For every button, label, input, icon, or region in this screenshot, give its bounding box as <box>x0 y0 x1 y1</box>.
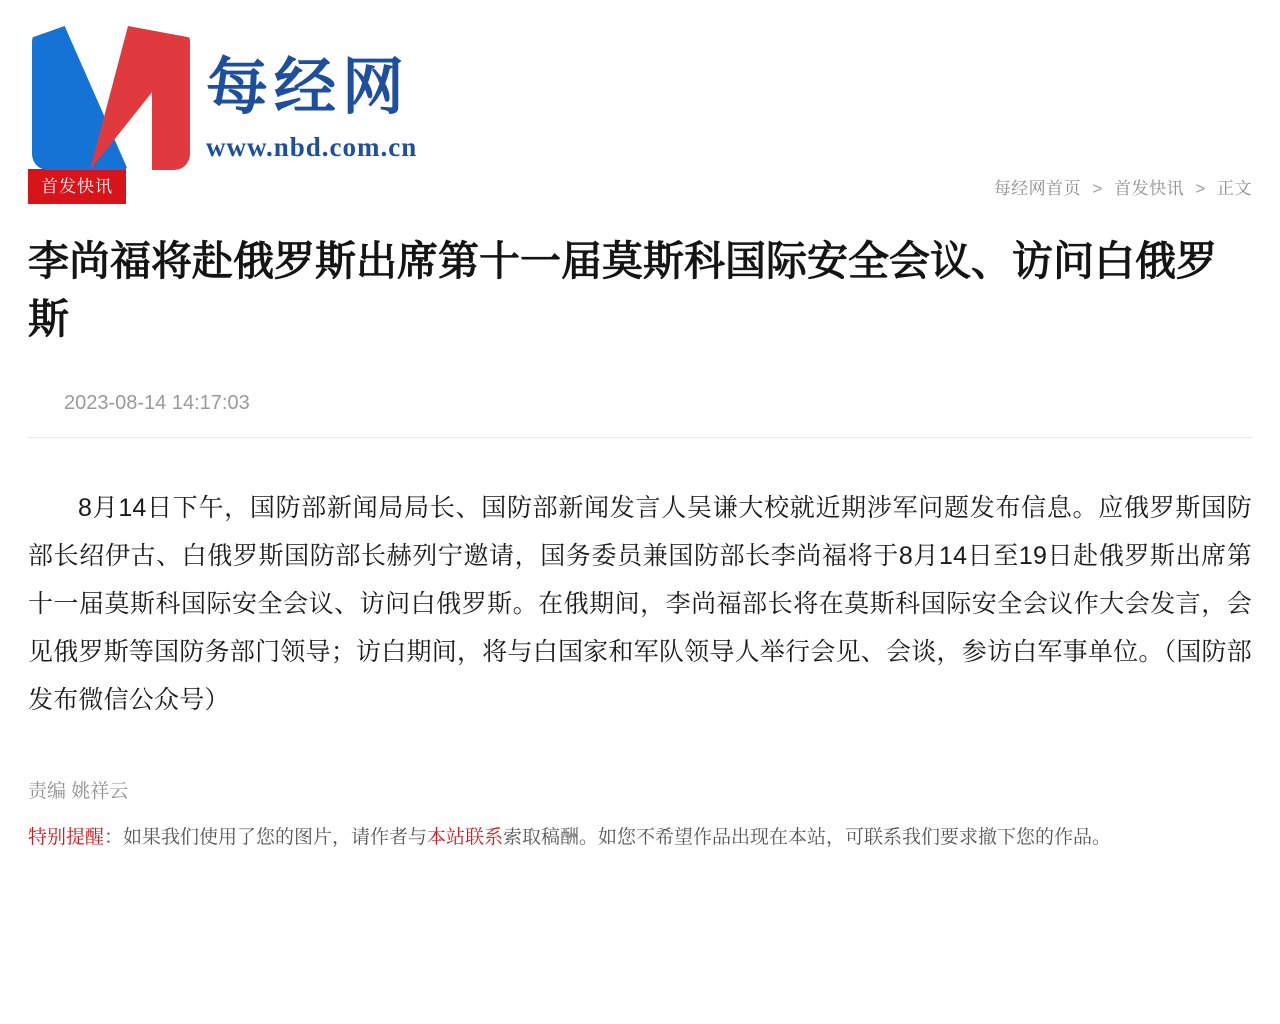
section-tag-badge[interactable]: 首发快讯 <box>28 169 126 204</box>
article-body <box>28 484 1252 724</box>
notice-warning-label: 特别提醒 <box>28 827 105 849</box>
logo-chinese-name: 每经网 <box>206 50 411 123</box>
breadcrumb-separator-2: > <box>1195 178 1206 198</box>
logo-text-block <box>206 22 417 163</box>
article-footer <box>28 776 1252 854</box>
breadcrumb-separator-1: > <box>1092 178 1103 198</box>
page-title: 李尚福将赴俄罗斯出席第十一届莫斯科国际安全会议、访问白俄罗斯 <box>28 237 1217 344</box>
editor-credit: 责编 姚祥云 <box>28 781 129 803</box>
notice-text-part1: ：如果我们使用了您的图片，请作者与 <box>104 827 428 849</box>
nbd-logo-icon <box>28 22 196 170</box>
site-logo[interactable] <box>28 22 1252 170</box>
breadcrumb-row <box>28 166 1252 206</box>
article-paragraph: 8月14日下午，国防部新闻局局长、国防部新闻发言人吴谦大校就近期涉军问题发布信息。应俄罗斯国防部长绍伊古、白俄罗斯国防部长赫列宁邀请，国务委员兼国防部长李尚福将于8月14日至19日赴俄罗斯出席第十一届莫斯科国际安全会议、访问白俄罗斯。在俄期间，李尚福部长将在莫斯科国际安全会议作大会发言，会见俄罗斯等国防务部门领导；访白期间，将与白国家和军队领导人举行会见、会谈，参访白军事单位。（国防部发布微信公众号） <box>28 494 1252 715</box>
breadcrumb-section-link[interactable]: 首发快讯 <box>1114 178 1185 198</box>
site-header <box>28 0 1252 160</box>
article-timestamp: 2023-08-14 14:17:03 <box>28 392 1252 438</box>
breadcrumb-home-link[interactable]: 每经网首页 <box>993 178 1082 198</box>
copyright-notice <box>28 821 1252 854</box>
notice-text-part2: 索取稿酬。如您不希望作品出现在本站，可联系我们要求撤下您的作品。 <box>503 827 1112 849</box>
breadcrumb <box>994 174 1252 199</box>
breadcrumb-current: 正文 <box>1217 178 1252 198</box>
logo-red-shape <box>90 26 190 170</box>
contact-site-link[interactable]: 本站联系 <box>427 827 504 849</box>
logo-website-url: www.nbd.com.cn <box>206 132 418 162</box>
